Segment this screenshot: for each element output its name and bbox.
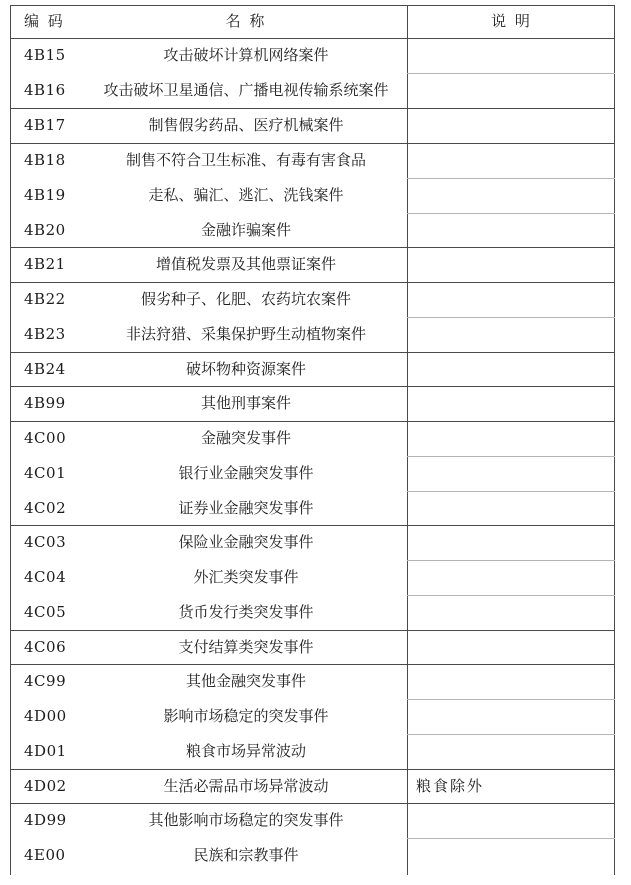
row-name: 金融诈骗案件 bbox=[200, 221, 291, 239]
row-code: 4C04 bbox=[24, 568, 67, 586]
row-code: 4C99 bbox=[24, 672, 67, 690]
table-border-right bbox=[614, 5, 615, 875]
row-name: 支付结算类突发事件 bbox=[178, 638, 314, 656]
row-name: 制售不符合卫生标准、有毒有害食品 bbox=[125, 151, 366, 169]
row-name: 粮食市场异常波动 bbox=[185, 742, 306, 760]
row-name: 外汇类突发事件 bbox=[193, 568, 299, 586]
row-code: 4E00 bbox=[24, 846, 66, 864]
row-note bbox=[416, 803, 606, 837]
row-code: 4C05 bbox=[24, 603, 67, 621]
row-note bbox=[416, 73, 606, 107]
code-table bbox=[10, 5, 615, 875]
row-name: 金融突发事件 bbox=[200, 429, 291, 447]
row-name: 证券业金融突发事件 bbox=[178, 499, 314, 517]
row-note: 粮食除外 bbox=[416, 777, 485, 795]
row-name: 其他金融突发事件 bbox=[185, 672, 306, 690]
row-note bbox=[416, 456, 606, 490]
row-code: 4C02 bbox=[24, 499, 67, 517]
row-note bbox=[416, 595, 606, 629]
row-name: 影响市场稳定的突发事件 bbox=[163, 707, 329, 725]
row-name: 攻击破坏计算机网络案件 bbox=[163, 46, 329, 64]
row-code: 4C03 bbox=[24, 533, 67, 551]
table-border-top bbox=[10, 5, 615, 6]
row-note bbox=[416, 699, 606, 733]
row-note bbox=[416, 143, 606, 177]
row-name: 攻击破坏卫星通信、广播电视传输系统案件 bbox=[103, 81, 389, 99]
row-note bbox=[416, 282, 606, 316]
row-code: 4D01 bbox=[24, 742, 67, 760]
row-name: 假劣种子、化肥、农药坑农案件 bbox=[140, 290, 351, 308]
column-header-note: 说 明 bbox=[491, 12, 532, 30]
row-note bbox=[416, 560, 606, 594]
row-note bbox=[416, 525, 606, 559]
row-note bbox=[416, 247, 606, 281]
row-name: 保险业金融突发事件 bbox=[178, 533, 314, 551]
row-code: 4C01 bbox=[24, 464, 67, 482]
row-name: 非法狩猎、采集保护野生动植物案件 bbox=[125, 325, 366, 343]
row-note bbox=[416, 421, 606, 455]
row-code: 4B19 bbox=[24, 186, 66, 204]
row-code: 4B24 bbox=[24, 360, 66, 378]
row-code: 4B18 bbox=[24, 151, 66, 169]
row-note bbox=[416, 352, 606, 386]
row-code: 4C06 bbox=[24, 638, 67, 656]
row-note bbox=[416, 38, 606, 72]
row-code: 4B22 bbox=[24, 290, 66, 308]
row-code: 4C00 bbox=[24, 429, 67, 447]
row-name: 其他刑事案件 bbox=[200, 394, 291, 412]
row-note bbox=[416, 734, 606, 768]
row-note bbox=[416, 213, 606, 247]
row-note bbox=[416, 491, 606, 525]
row-code: 4D02 bbox=[24, 777, 67, 795]
column-header-code: 编 码 bbox=[24, 12, 65, 30]
row-note bbox=[416, 630, 606, 664]
row-code: 4D99 bbox=[24, 811, 67, 829]
row-note bbox=[416, 317, 606, 351]
row-code: 4B17 bbox=[24, 116, 66, 134]
row-note bbox=[416, 386, 606, 420]
row-note bbox=[416, 664, 606, 698]
row-code: 4B20 bbox=[24, 221, 66, 239]
row-note bbox=[416, 108, 606, 142]
row-name: 其他影响市场稳定的突发事件 bbox=[148, 811, 344, 829]
row-name: 银行业金融突发事件 bbox=[178, 464, 314, 482]
row-note bbox=[416, 178, 606, 212]
row-code: 4B99 bbox=[24, 394, 66, 412]
row-name: 货币发行类突发事件 bbox=[178, 603, 314, 621]
row-code: 4D00 bbox=[24, 707, 67, 725]
row-code: 4B16 bbox=[24, 81, 66, 99]
column-header-name: 名 称 bbox=[225, 12, 267, 30]
row-code: 4B21 bbox=[24, 255, 66, 273]
column-divider bbox=[407, 5, 408, 875]
row-name: 生活必需品市场异常波动 bbox=[163, 777, 329, 795]
row-name: 制售假劣药品、医疗机械案件 bbox=[148, 116, 344, 134]
row-code: 4B15 bbox=[24, 46, 66, 64]
row-note bbox=[416, 838, 606, 872]
row-code: 4B23 bbox=[24, 325, 66, 343]
row-name: 民族和宗教事件 bbox=[193, 846, 299, 864]
row-name: 增值税发票及其他票证案件 bbox=[155, 255, 336, 273]
row-name: 走私、骗汇、逃汇、洗钱案件 bbox=[148, 186, 344, 204]
row-name: 破坏物种资源案件 bbox=[185, 360, 306, 378]
table-border-left bbox=[10, 5, 11, 875]
